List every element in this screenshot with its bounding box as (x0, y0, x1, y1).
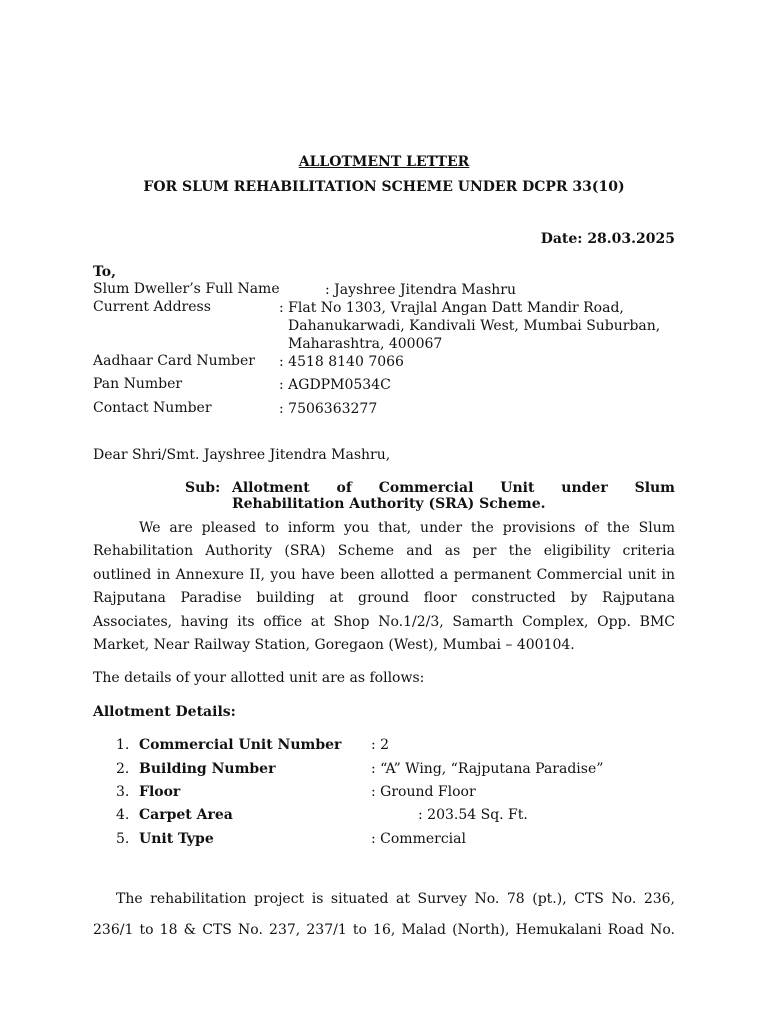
detail-label: Carpet Area (139, 807, 233, 823)
address-line: : Flat No 1303, Vrajlal Angan Datt Mandir Road, (279, 300, 624, 316)
closing-paragraph (93, 884, 675, 946)
paragraph-line: Associates, having its office at Shop No.1/2/3, Samarth Complex, Opp. BMC (93, 613, 675, 630)
paragraph-line: The rehabilitation project is situated at Survey No. 78 (pt.), CTS No. 236, (116, 891, 675, 907)
detail-label: Commercial Unit Number (139, 737, 342, 753)
address-line: Dahanukarwadi, Kandivali West, Mumbai Suburban, (288, 318, 661, 334)
paragraph-line: Rehabilitation Authority (SRA) Scheme and as per the eligibility criteria (93, 543, 675, 560)
field-label: Contact Number (93, 400, 212, 416)
detail-label: Floor (139, 784, 181, 800)
subject-label: Sub: (185, 480, 221, 496)
salutation: Dear Shri/Smt. Jayshree Jitendra Mashru, (93, 447, 391, 463)
field-value: : Jayshree Jitendra Mashru (325, 282, 517, 298)
field-label: Current Address (93, 299, 211, 315)
field-label: Pan Number (93, 376, 183, 392)
paragraph-line: We are pleased to inform you that, under the provisions of the Slum (139, 520, 675, 536)
paragraph-line: Market, Near Railway Station, Goregaon (West), Mumbai – 400104. (93, 636, 575, 653)
address-line: Maharashtra, 400067 (288, 336, 443, 352)
field-value: : 7506363277 (279, 401, 378, 417)
letter-subtitle: FOR SLUM REHABILITATION SCHEME UNDER DCPR 33(10) (143, 179, 625, 195)
letter-title: ALLOTMENT LETTER (298, 154, 470, 170)
field-value: : 4518 8140 7066 (279, 354, 404, 370)
field-value (279, 299, 675, 353)
paragraph-line: 236/1 to 18 & CTS No. 237, 237/1 to 16, Malad (North), Hemukalani Road No. (93, 922, 675, 938)
detail-value: : Ground Floor (371, 784, 476, 800)
field-label: Slum Dweller’s Full Name (93, 281, 280, 297)
body-paragraph (93, 517, 675, 657)
detail-number: 4. (116, 807, 130, 823)
detail-label: Building Number (139, 761, 276, 777)
detail-number: 2. (116, 761, 130, 777)
subject-text-line2: Rehabilitation Authority (SRA) Scheme. (232, 496, 546, 512)
field-label: Aadhaar Card Number (93, 353, 255, 369)
subject-text-line1: Allotment of Commercial Unit under Slum (232, 480, 675, 496)
field-value: : AGDPM0534C (279, 377, 391, 393)
detail-number: 1. (116, 737, 130, 753)
paragraph-line: outlined in Annexure II, you have been allotted a permanent Commercial unit in (93, 566, 675, 583)
paragraph-line: Rajputana Paradise building at ground floor constructed by Rajputana (93, 590, 675, 607)
addressee-to: To, (93, 264, 117, 280)
detail-number: 5. (116, 831, 130, 847)
detail-label: Unit Type (139, 831, 214, 847)
detail-value: : “A” Wing, “Rajputana Paradise” (371, 761, 604, 777)
letter-date: Date: 28.03.2025 (540, 231, 675, 247)
detail-value: : 2 (371, 737, 390, 753)
detail-value: : Commercial (371, 831, 466, 847)
detail-value: : 203.54 Sq. Ft. (418, 807, 528, 823)
details-intro: The details of your allotted unit are as follows: (93, 670, 425, 686)
details-heading: Allotment Details: (93, 704, 236, 720)
detail-number: 3. (116, 784, 130, 800)
